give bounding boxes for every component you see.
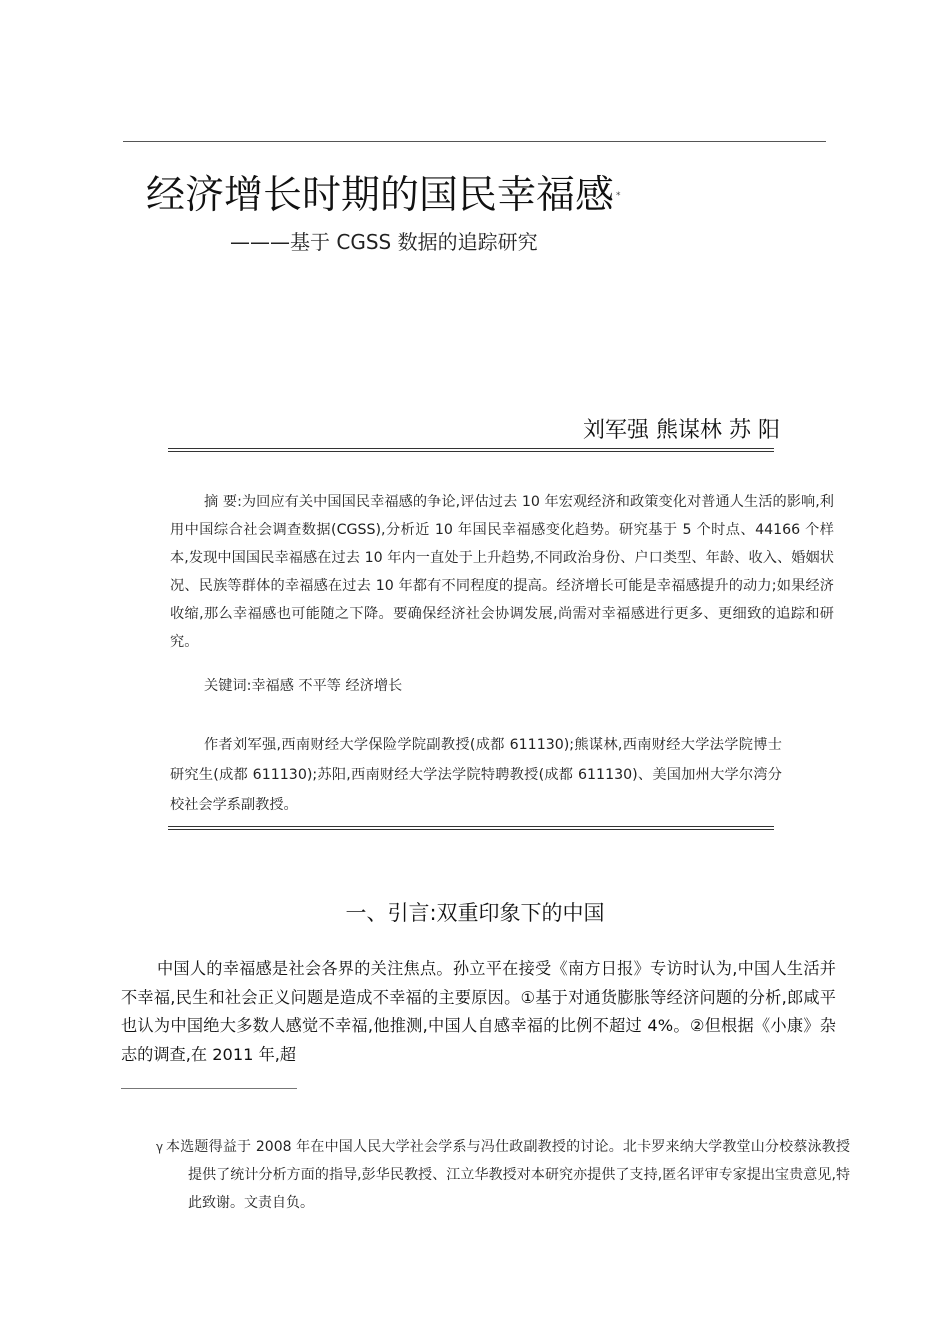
footnote-marker: γ (156, 1140, 164, 1154)
title-footnote-marker: * (616, 191, 621, 201)
header-rule (123, 141, 826, 142)
paper-authors: 刘军强 熊谋林 苏 阳 (583, 418, 780, 443)
paper-subtitle: ———基于 CGSS 数据的追踪研究 (230, 230, 538, 254)
abstract-top-rule (168, 448, 774, 452)
abstract-bottom-rule (168, 826, 774, 830)
section-heading: 一、引言:双重印象下的中国 (345, 901, 605, 925)
body-paragraph: 中国人的幸福感是社会各界的关注焦点。孙立平在接受《南方日报》专访时认为,中国人生活并不幸福,民生和社会正义问题是造成不幸福的主要原因。①基于对通货膨胀等经济问题的分析,郎咸平也认为中国绝大多数人感觉不幸福,他推测,中国人自感幸福的比例不超过 4%。②但根据《小康》杂志的调查,在 2011 年,超 (121, 959, 836, 1064)
abstract: 摘 要:为回应有关中国国民幸福感的争论,评估过去 10 年宏观经济和政策变化对普通人生活的影响,利用中国综合社会调查数据(CGSS),分析近 10 年国民幸福感变化趋势。研究基于 5 个时点、44166 个样本,发现中国国民幸福感在过去 10 年内一直处于上升趋势,不同政治身份、户口类型、年龄、收入、婚姻状况、民族等群体的幸福感在过去 10 年都有不同程度的提高。经济增长可能是幸福感提升的动力;如果经济收缩,那么幸福感也可能随之下降。要确保经济社会协调发展,尚需对幸福感进行更多、更细致的追踪和研究。 (170, 494, 834, 650)
paper-title: 经济增长时期的国民幸福感 (146, 173, 615, 218)
author-affiliation-note: 作者刘军强,西南财经大学保险学院副教授(成都 611130);熊谋林,西南财经大学法学院博士研究生(成都 611130);苏阳,西南财经大学法学院特聘教授(成都 611130)、美国加州大学尔湾分校社会学系副教授。 (170, 737, 782, 813)
footnote: 本选题得益于 2008 年在中国人民大学社会学系与冯仕政副教授的讨论。北卡罗来纳大学教堂山分校蔡泳教授提供了统计分析方面的指导,彭华民教授、江立华教授对本研究亦提供了支持,匿名评审专家提出宝贵意见,特此致谢。文责自负。 (166, 1139, 850, 1211)
paper-title-block (146, 172, 621, 220)
keywords: 关键词:幸福感 不平等 经济增长 (204, 678, 403, 694)
footnote-separator (121, 1088, 297, 1089)
